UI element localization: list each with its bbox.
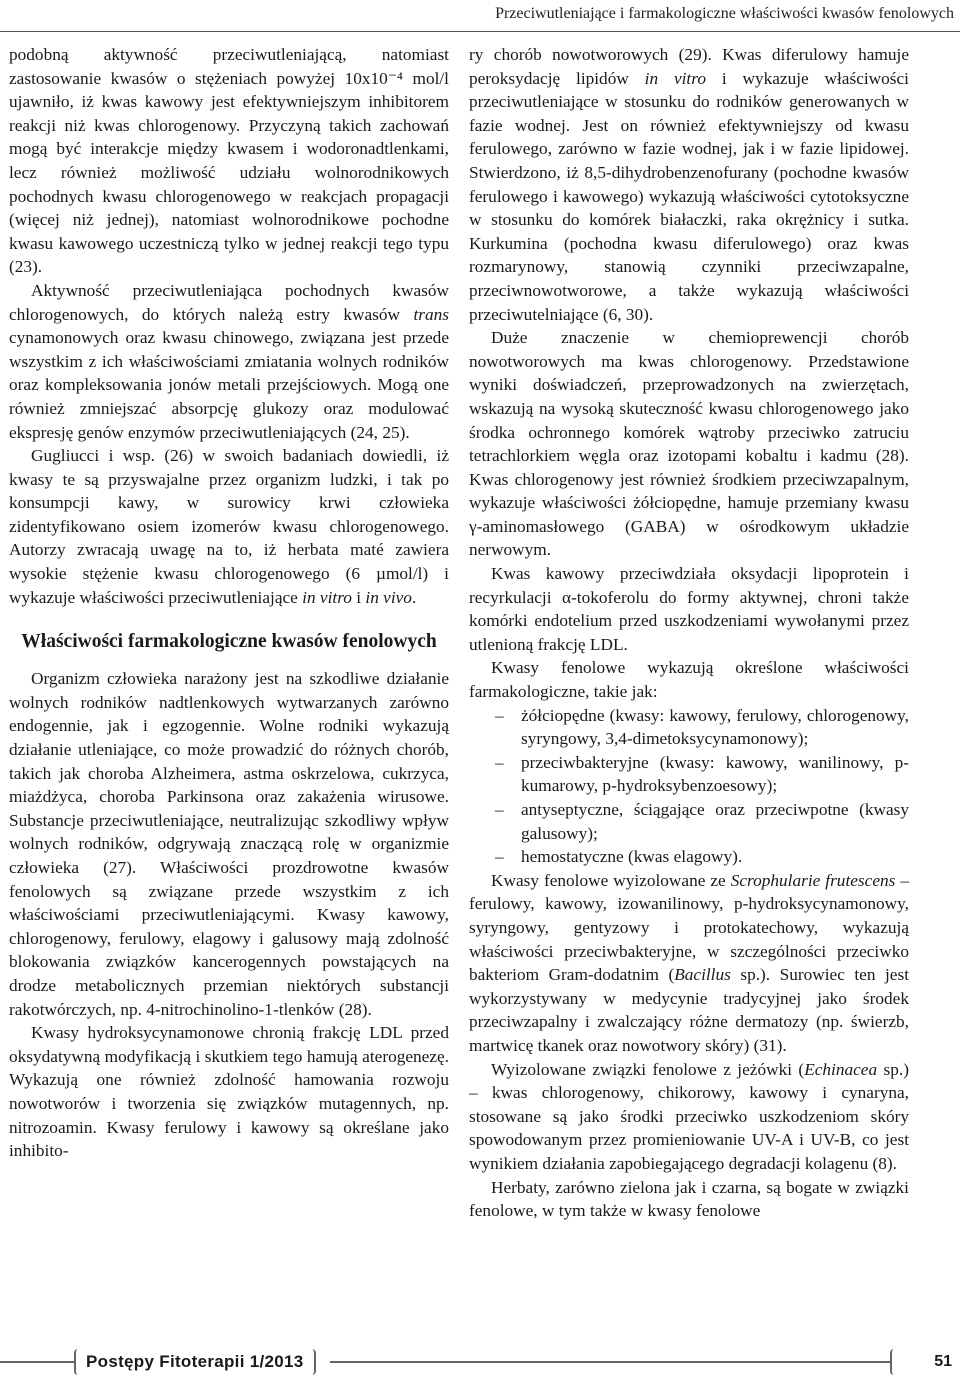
section-heading: Właściwości farmakologiczne kwasów fenolowych xyxy=(21,631,437,653)
page-number: 51 xyxy=(890,1349,956,1375)
paragraph: Kwasy fenolowe wyizolowane ze Scrophularie frutescens – ferulowy, kawowy, izowanilinowy, p-hydroksycynamonowy, syryngowy, gentyzowy i protokatechowy, wykazują właściwości przeciwbakteryjne, w szczególności przeciwko bakteriom Gram-dodatnim (Bacillus sp.). Surowiec ten jest wykorzystywany w medycynie tradycyjnej jako środek przeciwzapalny i zwalczający różne dermatozy (np. świerzb, martwicę tkanek oraz nowotwory skóry) (31). xyxy=(469,870,909,1055)
paragraph: Kwasy fenolowe wykazują określone właściwości farmakologiczne, takie jak: xyxy=(469,658,909,702)
paragraph: Gugliucci i wsp. (26) w swoich badaniach dowiedli, iż kwasy te są przyswajalne przez organizm ludzki, i tak po konsumpcji kawy, w surowicy krwi człowieka zidentyfikowano osiem izomerów kwasu chlorogenowego. Autorzy zwracają uwagę na to, iż herbata maté zawiera wysokie stężenie kwasu chlorogenowego (6 µmol/l) i wykazuje właściwości przeciwutleniające in vitro i in vivo. xyxy=(9,446,449,607)
footer-rule xyxy=(0,1361,74,1363)
paragraph: Kwasy hydroksycynamonowe chronią frakcję LDL przed oksydatywną modyfikacją i skutkiem tego hamują aterogenezę. Wykazują one również zdolność hamowania rozwoju nowotworów i tworzenia się związków mutagennych, np. nitrozoamin. Kwasy ferulowy i kawowy są określane jako inhibito- xyxy=(9,1023,449,1161)
paragraph: Wyizolowane związki fenolowe z jeżówki (Echinacea sp.) – kwas chlorogenowy, chikorowy, kawowy i cynaryna, stosowane są jako środki przeciwko uszkodzeniom skóry spowodowanym przez promieniowanie UV-A i UV-B, co jest wynikiem działania zapobiegającego degradacji kolagenu (8). xyxy=(469,1059,909,1173)
footer-rule xyxy=(330,1361,892,1363)
list-item: – przeciwbakteryjne (kwasy: kawowy, wanilinowy, p-kumarowy, p-hydroksybenzoesowy); xyxy=(469,751,909,798)
footer-journal-title: Postępy Fitoterapii 1/2013 xyxy=(74,1349,316,1375)
list-item: – hemostatyczne (kwas elagowy). xyxy=(469,845,909,869)
page-footer xyxy=(0,1349,960,1375)
list-item: – żółciopędne (kwasy: kawowy, ferulowy, chlorogenowy, syryngowy, 3,4-dimetoksycynamonowy); xyxy=(469,704,909,751)
left-column xyxy=(9,43,449,1163)
properties-list xyxy=(469,704,909,869)
header-rule xyxy=(0,31,960,32)
paragraph: Herbaty, zarówno zielona jak i czarna, są bogate w związki fenolowe, w tym także w kwasy fenolowe xyxy=(469,1177,909,1221)
list-item: – antyseptyczne, ściągające oraz przeciwpotne (kwasy galusowy); xyxy=(469,798,909,845)
paragraph: podobną aktywność przeciwutleniającą, natomiast zastosowanie kwasów o stężeniach powyżej 10x10⁻⁴ mol/l ujawniło, iż kwas kawowy jest efektywniejszym inhibitorem reakcji niż kwas chlorogenowy. Przyczyną takich zachowań mogą być interakcje między kwasem i wodoronadtlenkami, lecz również możliwość udziału wolnorodnikowych pochodnych kwasu chlorogenowego w reakcjach propagacji (więcej niż jednej), natomiast wolnorodnikowe pochodne kwasu kawowego uczestniczą tylko w jednej reakcji tego typu (23). xyxy=(9,45,449,277)
paragraph: Kwas kawowy przeciwdziała oksydacji lipoprotein i recyrkulacji α-tokoferolu do formy aktywnej, chroni także komórki endotelium przed uszkodzeniami wywołanymi przez utlenioną frakcję LDL. xyxy=(469,564,909,654)
paragraph: Duże znaczenie w chemioprewencji chorób nowotworowych ma kwas chlorogenowy. Przedstawione wyniki doświadczeń, przeprowadzonych na zwierzętach, wskazują na wysoką skuteczność kwasu chlorogenowego jako środka ochronnego komórek wątroby przeciwko zatruciu tetrachlorkiem węgla oraz izotopami kobaltu i kadmu (28). Kwas chlorogenowy jest również środkiem przeciwzapalnym, wykazuje właściwości żółciopędne, hamuje przemiany kwasu γ-aminomasłowego (GABA) w ośrodkowym układzie nerwowym. xyxy=(469,328,909,560)
running-header: Przeciwutleniające i farmakologiczne właściwości kwasów fenolowych xyxy=(495,5,954,22)
paragraph: Aktywność przeciwutleniająca pochodnych kwasów chlorogenowych, do których należą estry kwasów trans cynamonowych oraz kwasu chinowego, związana jest przede wszystkim z ich właściwościami zmiatania wolnych rodników oraz kompleksowania jonów metali przejściowych. Mogą one również zmniejszać absorpcję glukozy oraz modulować ekspresję genów enzymów przeciwutleniających (24, 25). xyxy=(9,280,449,442)
right-column xyxy=(469,43,909,1223)
paragraph: Organizm człowieka narażony jest na szkodliwe działanie wolnych rodników nadtlenkowych wytwarzanych zarówno endogennie, jak i egzogennie. Wolne rodniki wykazują działanie utleniające, co może prowadzić do różnych chorób, takich jak choroba Alzheimera, astma oskrzelowa, cukrzyca, miażdżyca, choroba Parkinsona oraz zakażenia wirusowe. Substancje przeciwutleniające, neutralizując szkodliwy wpływ wolnych rodników, odgrywają znaczącą rolę w organizmie człowieka (27). Właściwości prozdrowotne kwasów fenolowych są związane przede wszystkim z ich właściwościami przeciwutleniającymi. Kwasy kawowy, chlorogenowy, ferulowy, elagowy i galusowy mają zdolność blokowania związków kancerogennych powstających na drodze metabolicznych przemian niektórych substancji rakotwórczych, np. 4-nitrochinolino-1-tlenków (28). xyxy=(9,669,449,1019)
paragraph: ry chorób nowotworowych (29). Kwas diferulowy hamuje peroksydację lipidów in vitro i wykazuje właściwości przeciwutleniające w stosunku do rodników generowanych w fazie wodnej. Jest on również efektywniejszy od kwasu ferulowego, zarówno w fazie wodnej, jak i w fazie lipidowej. Stwierdzono, iż 8,5-dihydrobenzenofurany (pochodne kwasów ferulowego i kawowego) wykazują właściwości cytotoksyczne w stosunku do komórek białaczki, raka okrężnicy i sutka. Kurkumina (pochodna kwasu diferulowego) oraz kwas rozmarynowy, stanowią czynniki przeciwzapalne, przeciwnowotworowe, a także wykazują właściwości przeciwutelniające (6, 30). xyxy=(469,45,909,324)
